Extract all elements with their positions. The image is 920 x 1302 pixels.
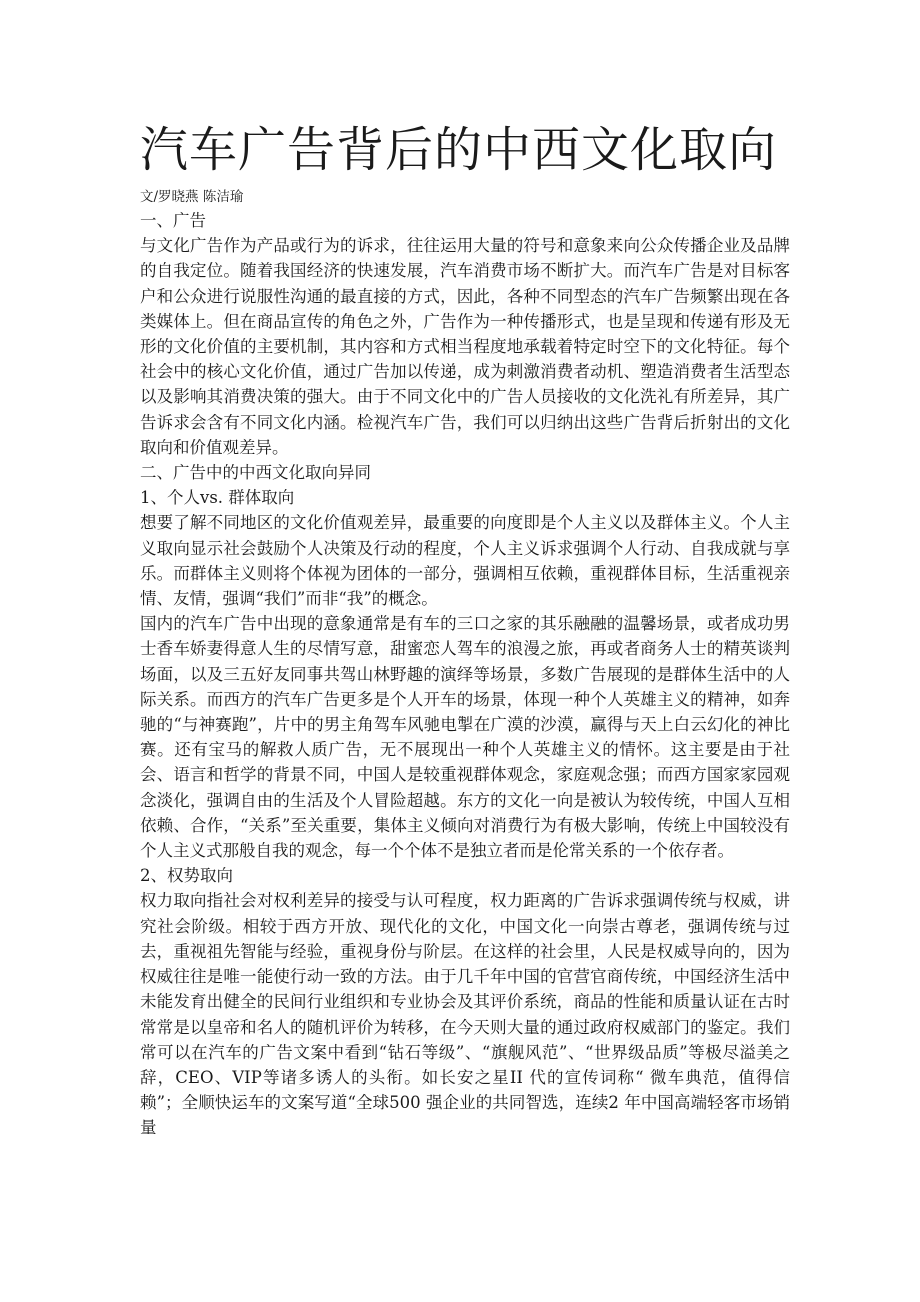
section-heading-advertising: 一、广告 [140,211,206,230]
subsection-heading-power: 2、权势取向 [140,866,233,886]
section-heading-culture: 二、广告中的中西文化取向异同 [140,463,371,483]
subsection-heading-individual-group: 1、个人vs. 群体取向 [140,488,295,508]
document-title: 汽车广告背后的中西文化取向 [140,122,778,178]
paragraph-power: 权力取向指社会对权利差异的接受与认可程度，权力距离的广告诉求强调传统与权威，讲究社会阶级。相较于西方开放、现代化的文化，中国文化一向崇古尊老，强调传统与过去，重视祖先智能与经验，重视身份与阶层。在这样的社会里，人民是权威导向的，因为权威往往是唯一能使行动一致的方法。由于几千年中国的官营官商传统，中国经济生活中未能发育出健全的民间行业组织和专业协会及其评价系统，商品的性能和质量认证在古时常常是以皇帝和名人的随机评价为转移，在今天则大量的通过政府权威部门的鉴定。我们常可以在汽车的广告文案中看到“钻石等级”、“旗舰风范”、“世界级品质”等极尽溢美之辞，CEO、VIP等诸多诱人的头衔。如长安之星II 代的宣传词称“ 微车典范，值得信赖”；全顺快运车的文案写道“全球500 强企业的共同智选，连续2 年中国高端轻客市场销量 [140,891,790,1138]
author-line: 文/罗晓燕 陈洁瑜 [140,189,244,205]
document-page [140,118,790,1141]
paragraph-intro: 与文化广告作为产品或行为的诉求，往往运用大量的符号和意象来向公众传播企业及品牌的自我定位。随着我国经济的快速发展，汽车消费市场不断扩大。而汽车广告是对目标客户和公众进行说服性沟通的最直接的方式，因此，各种不同型态的汽车广告频繁出现在各类媒体上。但在商品宣传的角色之外，广告作为一种传播形式，也是呈现和传递有形及无形的文化价值的主要机制，其内容和方式相当程度地承载着特定时空下的文化特征。每个社会中的核心文化价值，通过广告加以传递，成为刺激消费者动机、塑造消费者生活型态以及影响其消费决策的强大。由于不同文化中的广告人员接收的文化洗礼有所差异，其广告诉求会含有不同文化内涵。检视汽车广告，我们可以归纳出这些广告背后折射出的文化取向和价值观差异。 [140,236,790,457]
paragraph-car-ads: 国内的汽车广告中出现的意象通常是有车的三口之家的其乐融融的温馨场景，或者成功男士香车娇妻得意人生的尽情写意，甜蜜恋人驾车的浪漫之旅，再或者商务人士的精英谈判场面，以及三五好友同事共驾山林野趣的演绎等场景，多数广告展现的是群体生活中的人际关系。而西方的汽车广告更多是个人开车的场景，体现一种个人英雄主义的精神，如奔驰的“与神赛跑”，片中的男主角驾车风驰电掣在广漠的沙漠，赢得与天上白云幻化的神比赛。还有宝马的解救人质广告，无不展现出一种个人英雄主义的情怀。这主要是由于社会、语言和哲学的背景不同，中国人是较重视群体观念，家庭观念强；而西方国家家园观念淡化，强调自由的生活及个人冒险超越。东方的文化一向是被认为较传统，中国人互相依赖、合作，“关系”至关重要，集体主义倾向对消费行为有极大影响，传统上中国较没有个人主义式那般自我的观念，每一个个体不是独立者而是伦常关系的一个依存者。 [140,614,790,861]
paragraph-individualism: 想要了解不同地区的文化价值观差异，最重要的向度即是个人主义以及群体主义。个人主义取向显示社会鼓励个人决策及行动的程度，个人主义诉求强调个人行动、自我成就与享乐。而群体主义则将个体视为团体的一部分，强调相互依赖，重视群体目标，生活重视亲情、友情，强调“我们”而非“我”的概念。 [140,513,790,609]
